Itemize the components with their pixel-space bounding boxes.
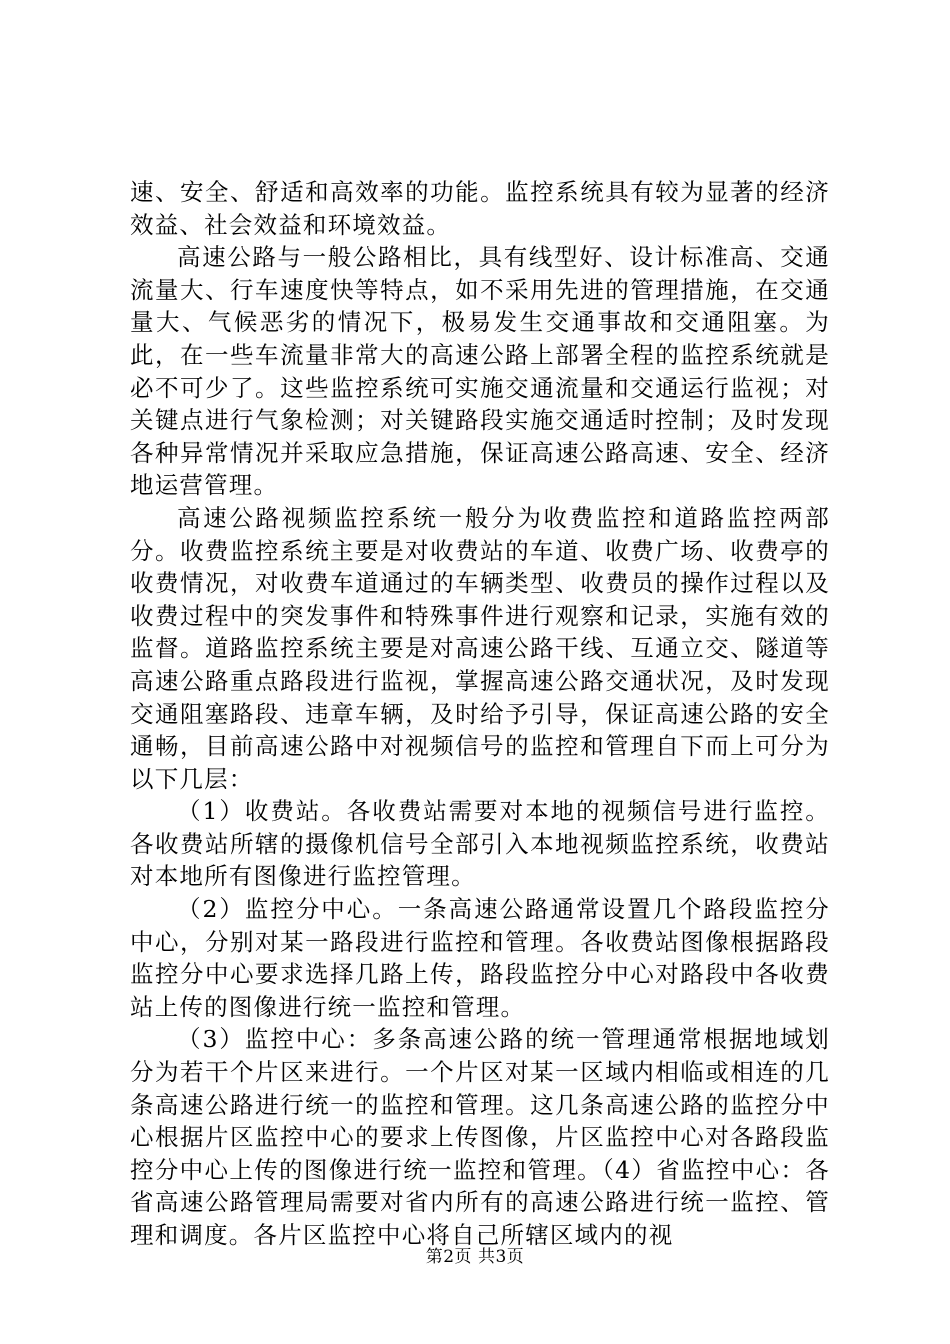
paragraph-video-monitoring: 高速公路视频监控系统一般分为收费监控和道路监控两部分。收费监控系统主要是对收费站的车道、收费广场、收费亭的收费情况，对收费车道通过的车辆类型、收费员的操作过程以及收费过程中的突发事件和特殊事件进行观察和记录，实施有效的监督。道路监控系统主要是对高速公路干线、互通立交、隧道等高速公路重点路段进行监视，掌握高速公路交通状况，及时发现交通阻塞路段、违章车辆，及时给予引导，保证高速公路的安全通畅，目前高速公路中对视频信号的监控和管理自下而上可分为以下几层： — [130, 503, 830, 793]
page-footer: 第2页 共3页 — [425, 1247, 525, 1267]
paragraph-continued: 速、安全、舒适和高效率的功能。监控系统具有较为显著的经济效益、社会效益和环境效益。 — [130, 178, 830, 239]
paragraph-sub-center: （2）监控分中心。一条高速公路通常设置几个路段监控分中心，分别对某一路段进行监控和管理。各收费站图像根据路段监控分中心要求选择几路上传，路段监控分中心对路段中各收费站上传的图像进行统一监控和管理。 — [130, 895, 830, 1021]
paragraph-highway-features: 高速公路与一般公路相比，具有线型好、设计标准高、交通流量大、行车速度快等特点，如不采用先进的管理措施，在交通量大、气候恶劣的情况下，极易发生交通事故和交通阻塞。为此，在一些车流量非常大的高速公路上部署全程的监控系统就是必不可少了。这些监控系统可实施交通流量和交通运行监视；对关键点进行气象检测；对关键路段实施交通适时控制；及时发现各种异常情况并采取应急措施，保证高速公路高速、安全、经济地运营管理。 — [130, 243, 830, 500]
document-body — [130, 176, 830, 1252]
paragraph-monitoring-center: （3）监控中心：多条高速公路的统一管理通常根据地域划分为若干个片区来进行。一个片区对某一区域内相临或相连的几条高速公路进行统一的监控和管理。这几条高速公路的监控分中心根据片区监控中心的要求上传图像，片区监控中心对各路段监控分中心上传的图像进行统一监控和管理。（4）省监控中心：各省高速公路管理局需要对省内所有的高速公路进行统一监控、管理和调度。各片区监控中心将自己所辖区域内的视 — [130, 1025, 830, 1249]
paragraph-toll-station: （1）收费站。各收费站需要对本地的视频信号进行监控。各收费站所辖的摄像机信号全部引入本地视频监控系统，收费站对本地所有图像进行监控管理。 — [130, 797, 830, 891]
